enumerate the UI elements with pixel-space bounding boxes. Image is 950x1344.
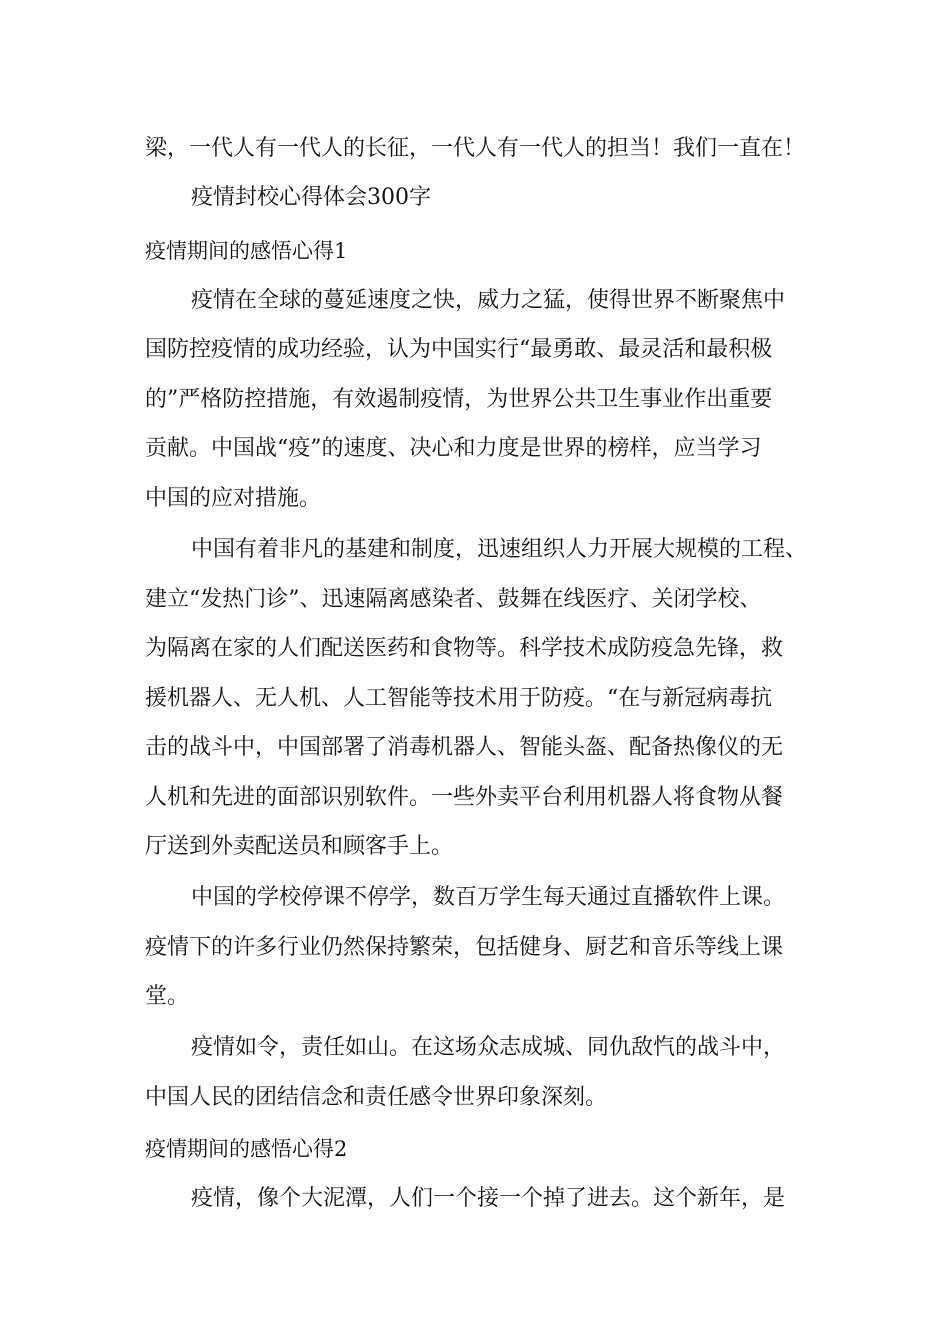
paragraph-line: 中国的应对措施。 xyxy=(145,486,322,511)
paragraph-line: 梁，一代人有一代人的长征，一代人有一代人的担当！我们一直在！ xyxy=(145,136,806,161)
paragraph-line: 中国的学校停课不停学，数百万学生每天通过直播软件上课。 xyxy=(191,885,786,910)
paragraph-line: 的”严格防控措施，有效遏制疫情，为世界公共卫生事业作出重要 xyxy=(145,387,773,412)
paragraph-line: 击的战斗中，中国部署了消毒机器人、智能头盔、配备热像仪的无 xyxy=(145,735,784,760)
paragraph-line: 国防控疫情的成功经验，认为中国实行“最勇敢、最灵活和最积极 xyxy=(145,337,773,362)
paragraph-line: 中国有着非凡的基建和制度，迅速组织人力开展大规模的工程、 xyxy=(191,537,808,562)
paragraph-line: 贡献。中国战“疫”的速度、决心和力度是世界的榜样，应当学习 xyxy=(145,436,762,461)
paragraph-line: 中国人民的团结信念和责任感令世界印象深刻。 xyxy=(145,1085,608,1110)
paragraph-line: 疫情，像个大泥潭，人们一个接一个掉了进去。这个新年，是 xyxy=(191,1186,786,1211)
section-heading-2: 疫情期间的感悟心得2 xyxy=(145,1137,348,1161)
paragraph-line: 堂。 xyxy=(145,984,190,1009)
section-subtitle: 疫情封校心得体会300字 xyxy=(191,185,431,210)
paragraph-line: 为隔离在家的人们配送医药和食物等。科学技术成防疫急先锋，救 xyxy=(145,636,784,661)
paragraph-line: 建立“发热门诊”、迅速隔离感染者、鼓舞在线医疗、关闭学校、 xyxy=(145,587,762,612)
paragraph-line: 厅送到外卖配送员和顾客手上。 xyxy=(145,834,454,859)
section-heading-1: 疫情期间的感悟心得1 xyxy=(145,239,348,263)
paragraph-line: 人机和先进的面部识别软件。一些外卖平台利用机器人将食物从餐 xyxy=(145,785,784,810)
paragraph-line: 疫情下的许多行业仍然保持繁荣，包括健身、厨艺和音乐等线上课 xyxy=(145,935,784,960)
paragraph-line: 援机器人、无人机、人工智能等技术用于防疫。“在与新冠病毒抗 xyxy=(145,686,773,711)
paragraph-line: 疫情如令，责任如山。在这场众志成城、同仇敌忾的战斗中， xyxy=(191,1035,786,1060)
paragraph-line: 疫情在全球的蔓延速度之快，威力之猛，使得世界不断聚焦中 xyxy=(191,288,786,313)
